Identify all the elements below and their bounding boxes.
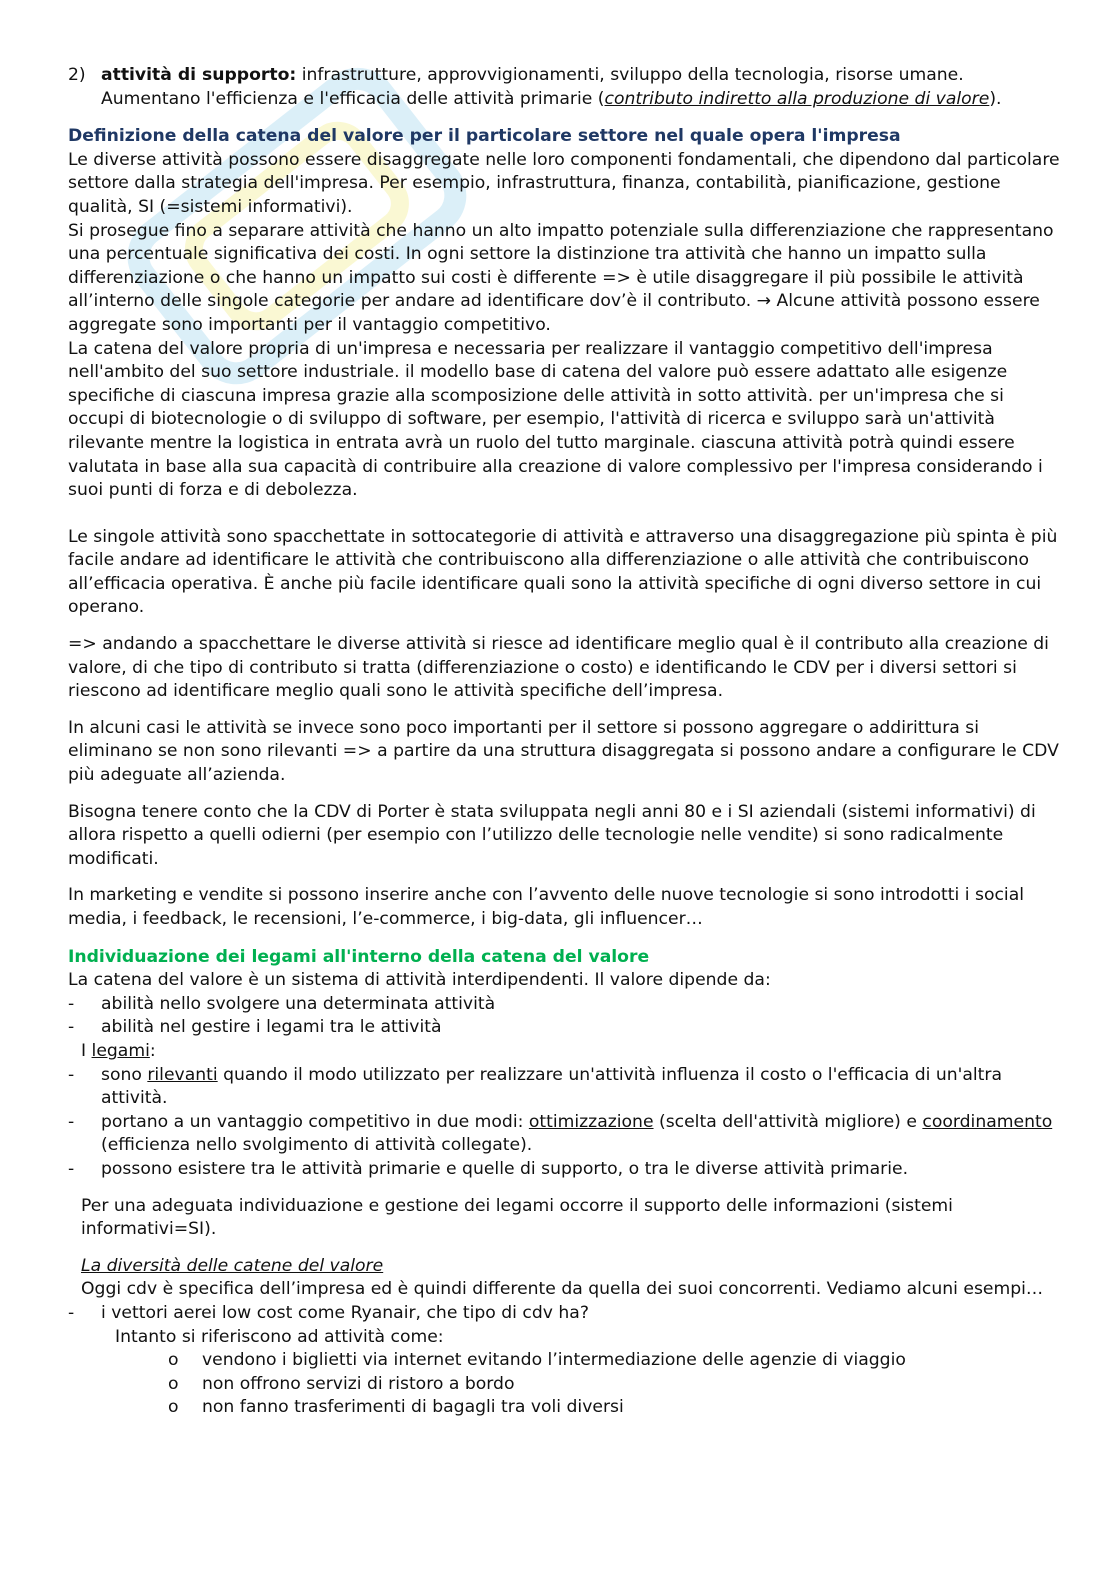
list-item: o vendono i biglietti via internet evitando l’intermediazione delle agenzie di viaggio	[168, 1350, 906, 1371]
paragraph: Intanto si riferiscono ad attività come:	[115, 1326, 444, 1347]
list-item: - possono esistere tra le attività primarie e quelle di supporto, o tra le diverse attività primarie.	[68, 1158, 909, 1179]
list-item: - abilità nel gestire i legami tra le attività	[68, 1017, 442, 1038]
paragraph: Le diverse attività possono essere disaggregate nelle loro componenti fondamentali, che dipendono dal particolare settore dalla strategia dell'impresa. Per esempio, infrastruttura, finanza, contabilità, pianificazione, gestione qualità, SI (=sistemi informativi).	[68, 149, 1060, 217]
paragraph: Bisogna tenere conto che la CDV di Porter è stata sviluppata negli anni 80 e i SI aziendali (sistemi informativi) di allora rispetto a quelli odierni (per esempio con l’utilizzo delle tecnologie nelle vendite) si sono radicalmente modificati.	[68, 801, 1036, 869]
paragraph: => andando a spacchettare le diverse attività si riesce ad identificare meglio qual è il contributo alla creazione di valore, di che tipo di contributo si tratta (differenziazione o costo) e identificando le CDV per i diversi settori si riescono ad identificare meglio quali sono le attività specifiche dell’impresa.	[68, 634, 1049, 702]
list-item: - portano a un vantaggio competitivo in due modi: ottimizzazione (scelta dell'attività migliore) e coordinamento (efficienza nello svolgimento di attività collegate).	[68, 1111, 1053, 1156]
support-activities-end: ).	[989, 88, 1002, 109]
item-number: 2)	[68, 65, 86, 85]
support-activities-term: attività di supporto:	[101, 65, 297, 85]
subsection-heading-diversity: La diversità delle catene del valore	[81, 1255, 384, 1276]
paragraph: Le singole attività sono spacchettate in sottocategorie di attività e attraverso una disaggregazione più spinta è più facile andare ad identificare le attività che contribuiscono alla differenziazione o alle attività che contribuiscono all’efficacia operativa. È anche più facile identificare quali sono la attività specifiche di ogni diverso settore in cui operano.	[68, 526, 1058, 618]
paragraph: La catena del valore propria di un'impresa e necessaria per realizzare il vantaggio competitivo dell'impresa nell'ambito del suo settore industriale. il modello base di catena del valore può essere adattato alle esigenze specifiche di ciascuna impresa grazie alla scomposizione delle attività in sotto attività. per un'impresa che si occupi di biotecnologie o di sviluppo di software, per esempio, l'attività di ricerca e sviluppo sarà un'attività rilevante mentre la logistica in entrata avrà un ruolo del tutto marginale. ciascuna attività potrà quindi essere valutata in base alla sua capacità di contribuire alla creazione di valore complessivo per l'impresa considerando i suoi punti di forza e di debolezza.	[68, 338, 1043, 501]
indirect-contribution: contributo indiretto alla produzione di valore	[604, 88, 990, 109]
document-page	[68, 64, 1060, 1420]
list-item: - abilità nello svolgere una determinata attività	[68, 993, 496, 1014]
paragraph: In alcuni casi le attività se invece sono poco importanti per il settore si possono aggregare o addirittura si eliminano se non sono rilevanti => a partire da una struttura disaggregata si possono andare a configurare le CDV più adeguate all’azienda.	[68, 717, 1059, 786]
paragraph: Oggi cdv è specifica dell’impresa ed è quindi differente da quella dei suoi concorrenti. Vediamo alcuni esempi…	[81, 1279, 1044, 1300]
section-heading-links: Individuazione dei legami all'interno della catena del valore	[68, 946, 650, 967]
list-item: o non fanno trasferimenti di bagagli tra voli diversi	[168, 1397, 624, 1418]
paragraph: Si prosegue fino a separare attività che hanno un alto impatto potenziale sulla differenziazione che rappresentano una percentuale significativa dei costi. In ogni settore la distinzione tra attività che hanno un impatto sulla differenziazione o che hanno un impatto sui costi è differente => è utile disaggregare il più possibile le attività all’interno delle singole categorie per andare ad identificare dov’è il contributo. → Alcune attività possono essere aggregate sono importanti per il vantaggio competitivo.	[68, 220, 1054, 335]
paragraph: Per una adeguata individuazione e gestione dei legami occorre il supporto delle informazioni (sistemi informativi=SI).	[81, 1195, 953, 1240]
support-activities-text: infrastrutture, approvvigionamenti, sviluppo della tecnologia, risorse umane. Aumentano l'efficienza e l'efficacia delle attività primarie (	[101, 65, 964, 109]
list-item: - sono rilevanti quando il modo utilizzato per realizzare un'attività influenza il costo o l'efficacia di un'altra attività.	[68, 1064, 1002, 1109]
paragraph: In marketing e vendite si possono inserire anche con l’avvento delle nuove tecnologie si sono introdotti i social media, i feedback, le recensioni, l’e-commerce, i big-data, gli influencer…	[68, 885, 1025, 929]
section-heading-value-chain-definition: Definizione della catena del valore per il particolare settore nel quale opera l'impresa	[68, 126, 901, 147]
list-item: o non offrono servizi di ristoro a bordo	[168, 1373, 515, 1394]
support-activities-item	[68, 64, 1060, 111]
legami-label: I legami:	[81, 1040, 156, 1061]
list-item: - i vettori aerei low cost come Ryanair, che tipo di cdv ha?	[68, 1302, 589, 1323]
paragraph: La catena del valore è un sistema di attività interdipendenti. Il valore dipende da:	[68, 970, 771, 991]
